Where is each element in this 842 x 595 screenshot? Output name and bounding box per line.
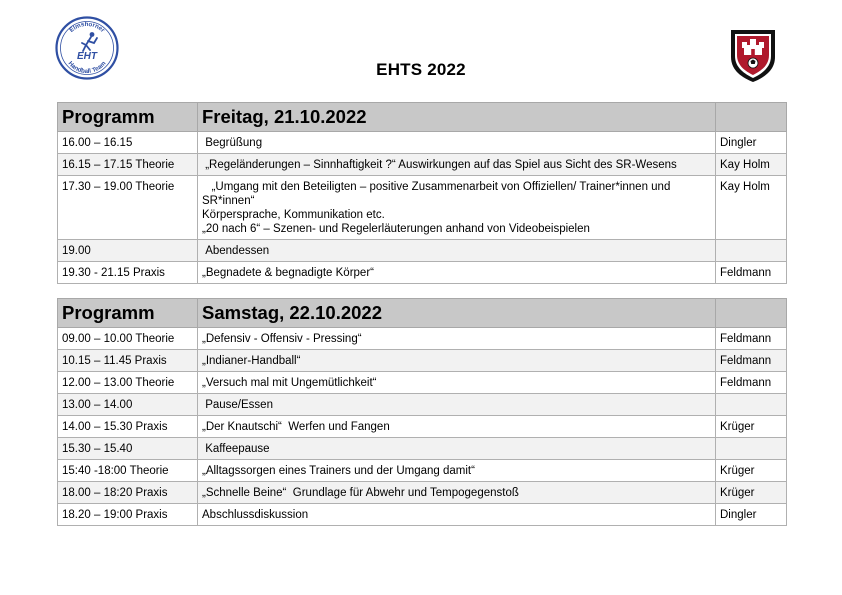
header-empty xyxy=(716,103,787,132)
description-line: „Indianer-Handball“ xyxy=(202,355,301,367)
presenter-cell: Dingler xyxy=(716,132,787,154)
header-day: Samstag, 22.10.2022 xyxy=(198,299,716,328)
table-row xyxy=(58,438,787,460)
time-cell: 10.15 – 11.45 Praxis xyxy=(58,350,198,372)
table-row xyxy=(58,154,787,176)
description-line: Körpersprache, Kommunikation etc. xyxy=(202,209,385,221)
table-row xyxy=(58,416,787,438)
table-row xyxy=(58,504,787,526)
table-row xyxy=(58,176,787,240)
presenter-cell: Feldmann xyxy=(716,372,787,394)
time-cell: 14.00 – 15.30 Praxis xyxy=(58,416,198,438)
time-cell: 19.30 - 21.15 Praxis xyxy=(58,262,198,284)
table-row xyxy=(58,394,787,416)
time-cell: 16.00 – 16.15 xyxy=(58,132,198,154)
table-row xyxy=(58,262,787,284)
description-line: „Schnelle Beine“ Grundlage für Abwehr und Tempogegenstoß xyxy=(202,487,519,499)
table-row xyxy=(58,372,787,394)
logo-text-bottom: Handball Team xyxy=(66,60,108,76)
header-programm: Programm xyxy=(58,103,198,132)
time-cell: 15.30 – 15.40 xyxy=(58,438,198,460)
description-line: Kaffeepause xyxy=(202,443,270,455)
time-cell: 13.00 – 14.00 xyxy=(58,394,198,416)
presenter-cell: Feldmann xyxy=(716,328,787,350)
description-cell xyxy=(198,504,716,526)
description-cell xyxy=(198,438,716,460)
presenter-cell xyxy=(716,394,787,416)
description-line: „Der Knautschi“ Werfen und Fangen xyxy=(202,421,390,433)
time-cell: 18.20 – 19:00 Praxis xyxy=(58,504,198,526)
time-cell: 16.15 – 17.15 Theorie xyxy=(58,154,198,176)
schedule-table-friday xyxy=(57,102,787,284)
description-line: Abschlussdiskussion xyxy=(202,509,309,521)
table-row xyxy=(58,132,787,154)
table-row xyxy=(58,350,787,372)
logo-text-mid: EHT xyxy=(77,51,97,62)
time-cell: 17.30 – 19.00 Theorie xyxy=(58,176,198,240)
description-line: Begrüßung xyxy=(202,137,263,149)
description-line: „20 nach 6“ – Szenen- und Regelerläuterungen anhand von Videobeispielen xyxy=(202,223,590,235)
time-cell: 18.00 – 18:20 Praxis xyxy=(58,482,198,504)
table-row xyxy=(58,328,787,350)
presenter-cell: Krüger xyxy=(716,482,787,504)
description-cell xyxy=(198,394,716,416)
header-day: Freitag, 21.10.2022 xyxy=(198,103,716,132)
presenter-cell: Feldmann xyxy=(716,350,787,372)
schedule-table-saturday xyxy=(57,298,787,526)
description-cell xyxy=(198,132,716,154)
presenter-cell: Krüger xyxy=(716,416,787,438)
time-cell: 09.00 – 10.00 Theorie xyxy=(58,328,198,350)
description-cell xyxy=(198,372,716,394)
header-empty xyxy=(716,299,787,328)
description-cell xyxy=(198,350,716,372)
description-cell xyxy=(198,240,716,262)
presenter-cell: Dingler xyxy=(716,504,787,526)
page-title: EHTS 2022 xyxy=(376,60,466,79)
presenter-cell: Krüger xyxy=(716,460,787,482)
description-line: „Regeländerungen – Sinnhaftigkeit ?“ Auswirkungen auf das Spiel aus Sicht des SR-Wesens xyxy=(202,159,677,171)
description-line: Abendessen xyxy=(202,245,270,257)
description-line: „Versuch mal mit Ungemütlichkeit“ xyxy=(202,377,377,389)
header-programm: Programm xyxy=(58,299,198,328)
description-cell xyxy=(198,328,716,350)
description-line: „Defensiv - Offensiv - Pressing“ xyxy=(202,333,362,345)
description-cell xyxy=(198,460,716,482)
description-line: „Umgang mit den Beteiligten – positive Zusammenarbeit von Offiziellen/ Trainer*innen und SR*innen“ xyxy=(202,181,674,207)
presenter-cell xyxy=(716,438,787,460)
description-cell xyxy=(198,482,716,504)
presenter-cell: Kay Holm xyxy=(716,176,787,240)
description-cell xyxy=(198,154,716,176)
logo-text-top: Elmshorner xyxy=(68,20,106,34)
presenter-cell: Kay Holm xyxy=(716,154,787,176)
table-header-row xyxy=(58,103,787,132)
table-row xyxy=(58,460,787,482)
table-header-row xyxy=(58,299,787,328)
presenter-cell: Feldmann xyxy=(716,262,787,284)
description-cell xyxy=(198,262,716,284)
time-cell: 15:40 -18:00 Theorie xyxy=(58,460,198,482)
time-cell: 19.00 xyxy=(58,240,198,262)
description-cell xyxy=(198,176,716,240)
time-cell: 12.00 – 13.00 Theorie xyxy=(58,372,198,394)
presenter-cell xyxy=(716,240,787,262)
table-row xyxy=(58,482,787,504)
description-line: „Begnadete & begnadigte Körper“ xyxy=(202,267,374,279)
table-row xyxy=(58,240,787,262)
description-line: Pause/Essen xyxy=(202,399,273,411)
description-line: „Alltagssorgen eines Trainers und der Umgang damit“ xyxy=(202,465,475,477)
description-cell xyxy=(198,416,716,438)
